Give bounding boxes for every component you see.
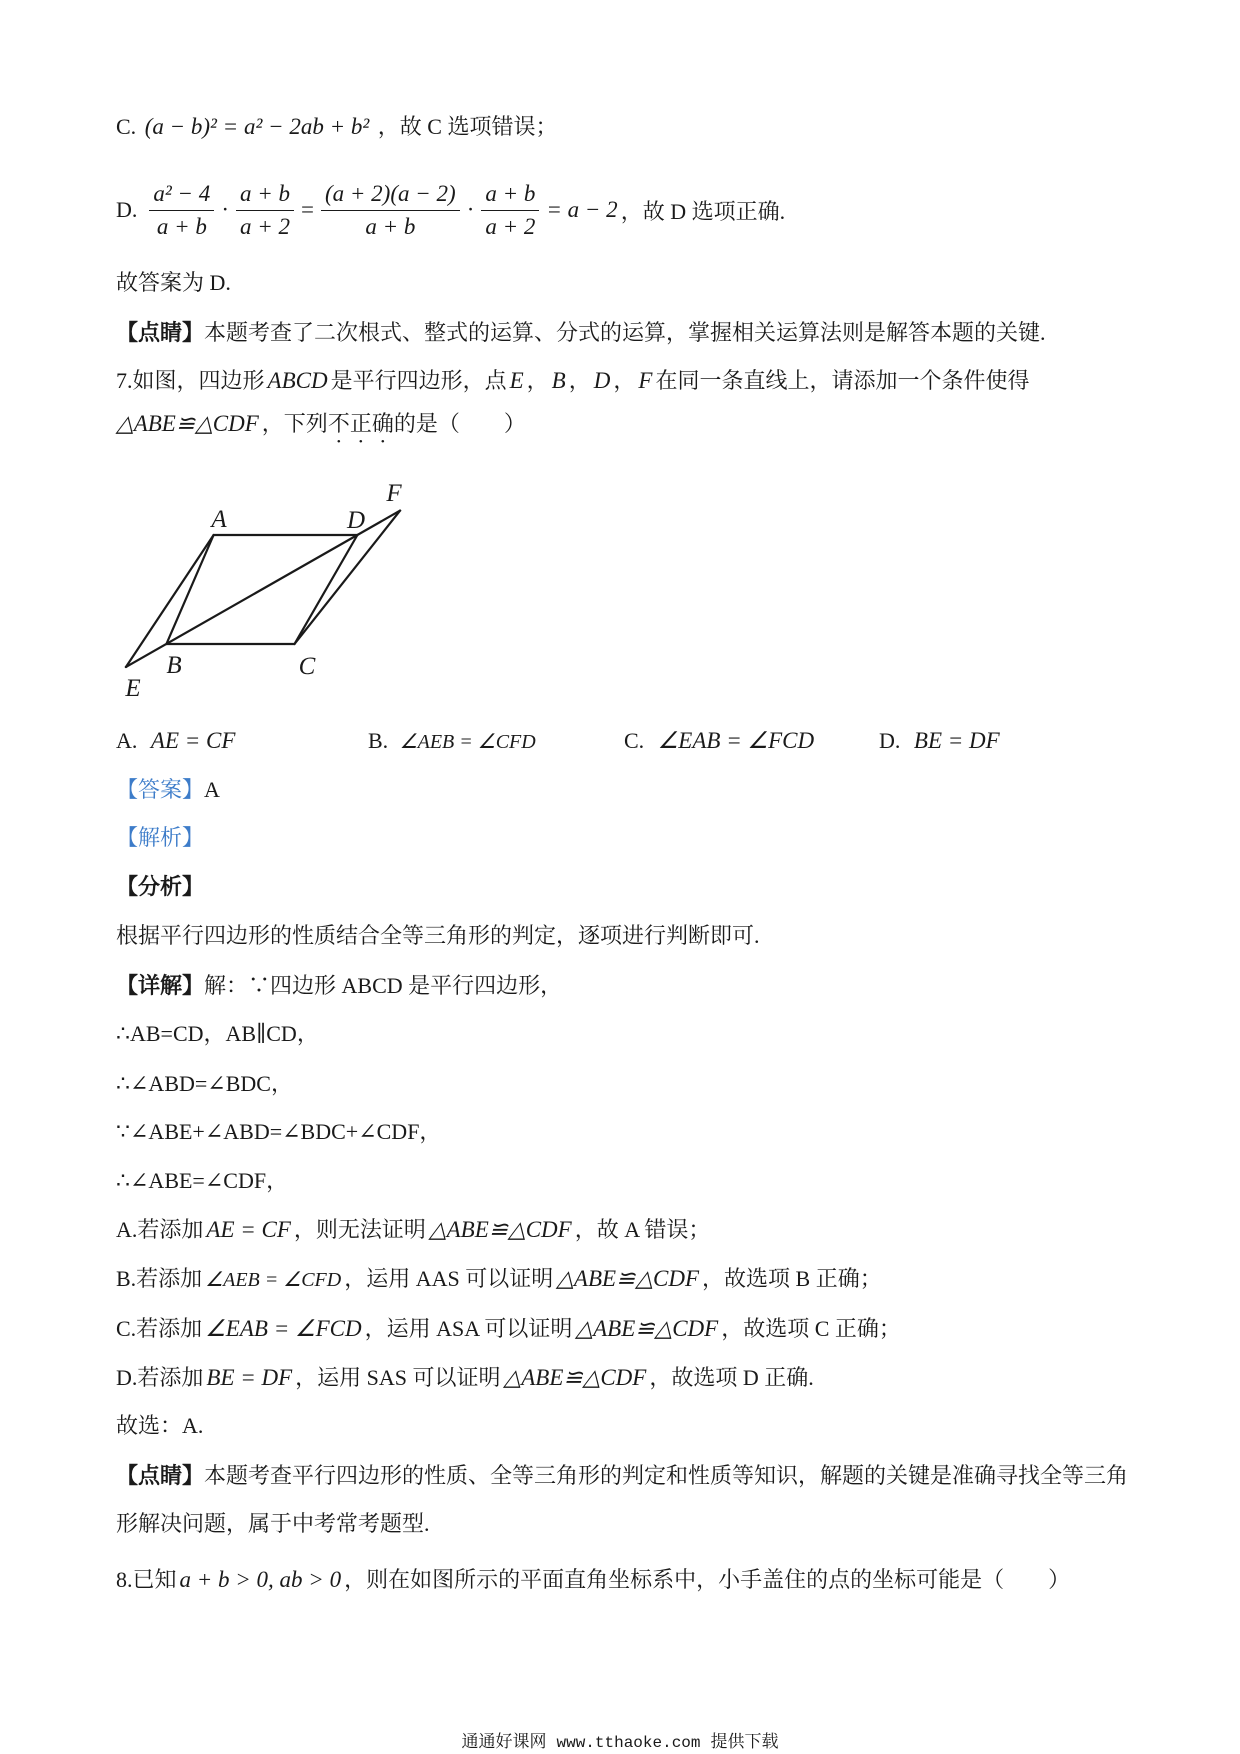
q7-remark-line-2: 形解决问题，属于中考常考题型. xyxy=(116,1511,430,1536)
multiply-dot: · xyxy=(466,197,475,222)
prev-option-c-conclusion: ，故 C 选项错误； xyxy=(377,114,558,139)
page-footer xyxy=(0,1732,1240,1752)
fraction-3-numerator: (a + 2)(a − 2) xyxy=(321,180,460,211)
fraction-3 xyxy=(321,180,460,241)
q7-stem-after: 的是（ ） xyxy=(393,411,526,436)
q7-separator: ， xyxy=(526,368,549,393)
q7-point-f: F xyxy=(638,368,653,393)
figure-label-e: E xyxy=(125,675,141,702)
figure-label-a: A xyxy=(211,506,227,533)
q7-answer-tag: 【答案】 xyxy=(116,777,205,802)
case-congruence: △ABE≌△CDF xyxy=(503,1365,647,1390)
case-congruence: △ABE≌△CDF xyxy=(556,1266,700,1291)
q7-remark-text: 本题考查平行四边形的性质、全等三角形的判定和性质等知识，解题的关键是准确寻找全等三角 xyxy=(204,1463,1129,1488)
q7-option-d-label: D. xyxy=(879,728,901,753)
q7-option-b xyxy=(368,726,539,757)
q7-option-a-math: AE = CF xyxy=(150,728,236,753)
q7-option-c-label: C. xyxy=(624,728,645,753)
q7-option-b-label: B. xyxy=(368,728,389,753)
footer-site-name: 通通好课网 xyxy=(461,1732,547,1751)
q7-stem-line-1 xyxy=(116,366,1029,396)
prev-option-c-label: C. xyxy=(116,114,137,139)
prev-option-d-conclusion: ，故 D 选项正确. xyxy=(620,198,786,224)
q7-point-e: E xyxy=(509,368,524,393)
case-middle: ，运用 AAS 可以证明 xyxy=(344,1266,554,1291)
case-conclusion: ，故选项 C 正确； xyxy=(721,1316,901,1341)
q7-emphasis: 不正确 xyxy=(327,411,394,436)
case-middle: ，运用 SAS 可以证明 xyxy=(295,1365,501,1390)
q7-stem-before: ，下列 xyxy=(261,411,328,436)
fraction-1-denominator: a + b xyxy=(156,213,207,239)
q7-solution-step: ∴∠ABD=∠BDC， xyxy=(116,1071,293,1096)
q7-solution-step: ∴AB=CD，AB∥CD， xyxy=(116,1021,319,1046)
footer-suffix: 提供下载 xyxy=(710,1732,779,1751)
case-prefix: B.若添加 xyxy=(116,1266,203,1291)
q7-option-d-math: BE = DF xyxy=(913,728,1000,753)
case-congruence: △ABE≌△CDF xyxy=(575,1316,719,1341)
case-middle: ，则无法证明 xyxy=(293,1217,426,1242)
q7-analysis-text: 根据平行四边形的性质结合全等三角形的判定，逐项进行判断即可. xyxy=(116,923,760,948)
q7-option-c-math: ∠EAB = ∠FCD xyxy=(657,728,815,753)
figure-label-c: C xyxy=(298,653,316,680)
q7-analysis-tag: 【解析】 xyxy=(116,825,205,850)
q8-stem xyxy=(116,1565,1070,1595)
case-middle: ，运用 ASA 可以证明 xyxy=(364,1316,573,1341)
figure-label-d: D xyxy=(346,507,366,534)
fraction-4-denominator: a + 2 xyxy=(485,213,536,239)
fraction-4 xyxy=(481,180,539,241)
segment-ae xyxy=(126,535,214,667)
q7-case-c xyxy=(116,1314,901,1344)
figure-label-f: F xyxy=(386,480,402,507)
equals-sign: = xyxy=(301,197,314,222)
q7-analysis-heading: 【分析】 xyxy=(116,874,205,899)
prev-final-answer: 故答案为 D. xyxy=(116,270,231,295)
case-congruence: △ABE≌△CDF xyxy=(428,1217,572,1242)
q7-separator: ， xyxy=(568,368,591,393)
q7-case-a xyxy=(116,1215,710,1245)
q7-stem-suffix: 在同一条直线上，请添加一个条件使得 xyxy=(655,368,1030,393)
multiply-dot: · xyxy=(221,197,229,222)
q7-answer-value: A xyxy=(204,777,220,802)
prev-option-c-math: (a − b)² = a² − 2ab + b² xyxy=(144,114,370,139)
q7-option-a-label: A. xyxy=(116,728,138,753)
segment-ab xyxy=(166,535,213,644)
q7-solution-step: ∴∠ABE=∠CDF， xyxy=(116,1168,289,1193)
fraction-1-numerator: a² − 4 xyxy=(149,180,214,211)
parallelogram-figure xyxy=(100,470,430,710)
q7-solution-step: 解：∵四边形 ABCD 是平行四边形， xyxy=(204,973,563,998)
q7-option-d xyxy=(879,726,1003,756)
q7-option-c xyxy=(624,726,817,756)
q8-suffix: ，则在如图所示的平面直角坐标系中，小手盖住的点的坐标可能是（ ） xyxy=(344,1567,1071,1592)
prev-option-d-result: = a − 2 xyxy=(546,197,618,222)
q7-solution-step: ∵∠ABE+∠ABD=∠BDC+∠CDF， xyxy=(116,1119,442,1144)
fraction-2-denominator: a + 2 xyxy=(239,213,291,239)
q7-point-b: B xyxy=(551,368,566,393)
q7-case-b xyxy=(116,1264,882,1294)
q7-options-row xyxy=(0,726,1240,756)
prev-remark-line xyxy=(116,318,1046,348)
q7-solution-tag: 【详解】 xyxy=(116,973,205,998)
case-condition: ∠EAB = ∠FCD xyxy=(205,1316,362,1341)
case-conclusion: ，故 A 错误； xyxy=(574,1217,711,1242)
q7-stem-prefix: 7.如图，四边形 xyxy=(116,368,265,393)
fraction-2 xyxy=(236,180,294,241)
q7-separator: ， xyxy=(613,368,636,393)
q7-answer-line xyxy=(116,775,220,805)
q7-stem-line-2 xyxy=(116,409,526,439)
segment-dc xyxy=(295,535,358,644)
case-conclusion: ，故选项 B 正确； xyxy=(702,1266,882,1291)
case-prefix: A.若添加 xyxy=(116,1217,204,1242)
case-condition: ∠AEB = ∠CFD xyxy=(205,1269,342,1291)
q7-remark-tag: 【点睛】 xyxy=(116,1463,205,1488)
q7-congruence: △ABE≌△CDF xyxy=(116,411,259,436)
q7-case-d xyxy=(116,1363,814,1393)
footer-url: www.tthaoke.com xyxy=(556,1734,701,1752)
q7-quad-name: ABCD xyxy=(267,368,328,393)
figure-label-b: B xyxy=(166,652,182,679)
prev-remark-text: 本题考查了二次根式、整式的运算、分式的运算，掌握相关运算法则是解答本题的关键. xyxy=(204,320,1046,345)
case-condition: BE = DF xyxy=(206,1365,293,1390)
q7-remark-line-1 xyxy=(116,1461,1128,1491)
case-prefix: D.若添加 xyxy=(116,1365,204,1390)
case-conclusion: ，故选项 D 正确. xyxy=(649,1365,814,1390)
q7-option-a xyxy=(116,726,238,756)
prev-option-d-line xyxy=(116,178,785,242)
prev-remark-tag: 【点睛】 xyxy=(116,320,205,345)
q7-final-choice: 故选：A. xyxy=(116,1413,204,1438)
prev-option-c-line xyxy=(116,112,557,142)
fraction-1 xyxy=(149,180,214,241)
case-condition: AE = CF xyxy=(206,1217,291,1242)
q7-solution-line-1 xyxy=(116,971,562,1001)
fraction-4-numerator: a + b xyxy=(481,180,539,211)
q7-stem-mid: 是平行四边形，点 xyxy=(330,368,507,393)
q7-point-d: D xyxy=(593,368,611,393)
prev-option-d-label: D. xyxy=(116,197,138,222)
q8-prefix: 8.已知 xyxy=(116,1567,177,1592)
case-prefix: C.若添加 xyxy=(116,1316,203,1341)
q8-condition: a + b > 0, ab > 0 xyxy=(179,1567,342,1592)
fraction-3-denominator: a + b xyxy=(365,213,416,239)
fraction-2-numerator: a + b xyxy=(236,180,294,211)
q7-option-b-math: ∠AEB = ∠CFD xyxy=(399,731,536,753)
